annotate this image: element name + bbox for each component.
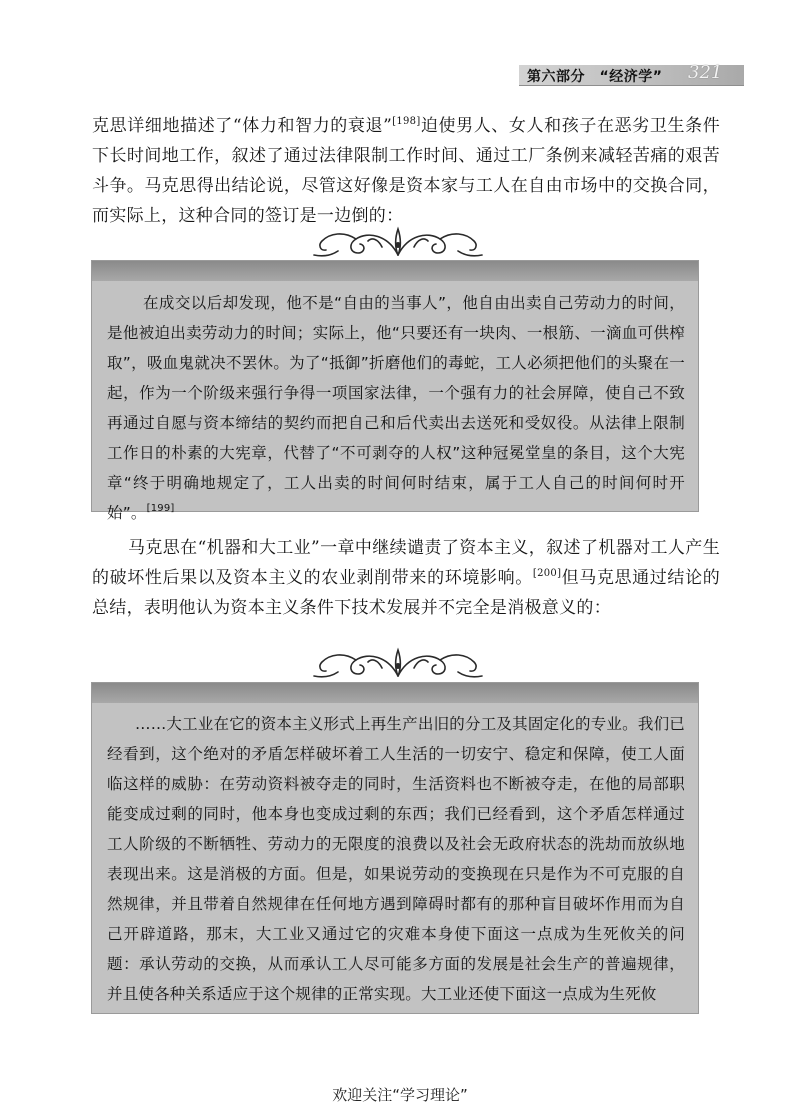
body-paragraph-2 [92, 533, 720, 623]
quote-2-text: ……大工业在它的资本主义形式上再生产出旧的分工及其固定化的专业。我们已经看到，这个绝对的矛盾怎样破坏着工人生活的一切安宁、稳定和保障，使工人面临这样的威胁：在劳动资料被夺走的同时，生活资料也不断被夺走，在他的局部职能变成过剩的同时，他本身也变成过剩的东西；我们已经看到，这个矛盾怎样通过工人阶级的不断牺牲、劳动力的无限度的浪费以及社会无政府状态的洗劫而放纵地表现出来。这是消极的方面。但是，如果说劳动的变换现在只是作为不可克服的自然规律，并且带着自然规律在任何地方遇到障碍时都有的那种盲目破坏作用而为自己开辟道路，那末，大工业又通过它的灾难本身使下面这一点成为生死攸关的问题：承认劳动的交换，从而承认工人尽可能多方面的发展是社会生产的普遍规律，并且使各种关系适应于这个规律的正常实现。大工业还使下面这一点成为生死攸 [107, 715, 685, 1003]
body-paragraph-1 [92, 111, 720, 231]
footnote-ref-200[interactable]: [200] [532, 568, 562, 579]
paragraph-1-text-b: 迫使男人、女人和孩子在恶劣卫生条件下长时间地工作，叙述了通过法律限制工作时间、通过工厂条例来减轻苦痛的艰苦斗争。马克思得出结论说，尽管这好像是资本家与工人在自由市场中的交换合同，而实际上，这种合同的签订是一边倒的： [92, 116, 720, 226]
paragraph-2-text-a: 马克思在“机器和大工业”一章中继续谴责了资本主义，叙述了机器对工人产生的破坏性后果以及资本主义的农业剥削带来的环境影响。 [92, 538, 720, 588]
quote-1-body: 在成交以后却发现，他不是“自由的当事人”，他自由出卖自己劳动力的时间，是他被迫出卖劳动力的时间；实际上，他“只要还有一块肉、一根筋、一滴血可供榨取”，吸血鬼就决不罢休。为了“抵御”折磨他们的毒蛇，工人必须把他们的头聚在一起，作为一个阶级来强行争得一项国家法律，一个强有力的社会屏障，使自己不致再通过自愿与资本缔结的契约而把自己和后代卖出去送死和受奴役。从法律上限制工作日的朴素的大宪章，代替了“不可剥夺的人权”这种冠冕堂皇的条目，这个大宪章“终于明确地规定了，工人出卖的时间何时结束，属于工人自己的时间何时开始”。 [107, 294, 685, 522]
quote-block-1 [91, 260, 699, 522]
page-footer: 欢迎关注“学习理论” [332, 1086, 468, 1104]
paragraph-1-text-a: 克思详细地描述了“体力和智力的衰退” [92, 116, 393, 136]
section-title: 第六部分 “经济学” [527, 69, 663, 85]
flourish-ornament-icon [308, 646, 488, 682]
quote-block-header-band [92, 683, 698, 703]
quote-block-header-band [92, 261, 698, 281]
page-number: 321 [688, 62, 723, 83]
footnote-ref-199[interactable]: [199] [146, 503, 175, 514]
footnote-ref-198[interactable]: [198] [392, 116, 421, 127]
quote-block-2 [91, 682, 699, 1014]
flourish-ornament-icon [308, 225, 488, 261]
running-header [519, 62, 744, 86]
paragraph-2-text-b: 但马克思通过结论的总结，表明他认为资本主义条件下技术发展并不完全是消极意义的： [92, 568, 721, 618]
quote-1-text [107, 288, 685, 528]
